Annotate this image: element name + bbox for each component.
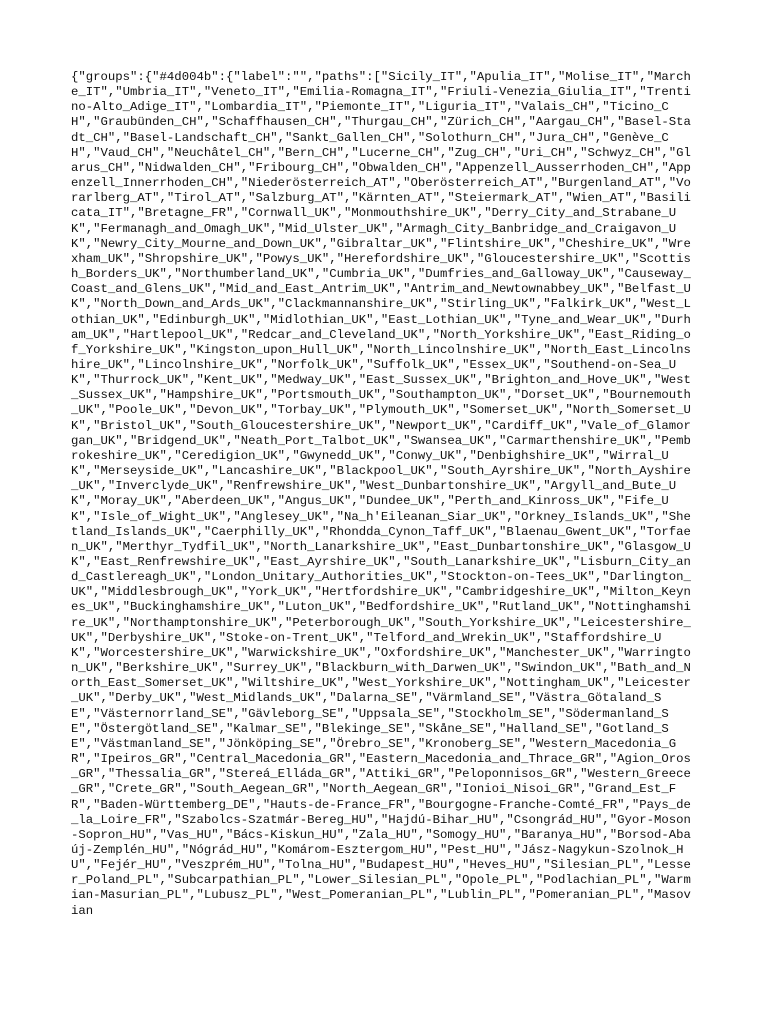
json-document-text: {"groups":{"#4d004b":{"label":"","paths":["Sicily_IT","Apulia_IT","Molise_IT","Marche_IT","Umbria_IT","Veneto_IT","Emilia-Romagna_IT","Friuli-Venezia_Giulia_IT","Trentino-Alto_Adige_IT","Lombardia_IT","Piemonte_IT","Liguria_IT","Valais_CH","Ticino_CH","Graubünden_CH","Schaffhausen_CH","Thurgau_CH","Zürich_CH","Aargau_CH","Basel-Stadt_CH","Basel-Landschaft_CH","Sankt_Gallen_CH","Solothurn_CH","Jura_CH","Genève_CH","Vaud_CH","Neuchâtel_CH","Bern_CH","Lucerne_CH","Zug_CH","Uri_CH","Schwyz_CH","Glarus_CH","Nidwalden_CH","Fribourg_CH","Obwalden_CH","Appenzell_Ausserrhoden_CH","Appenzell_Innerrhoden_CH","Niederösterreich_AT","Oberösterreich_AT","Burgenland_AT","Vorarlberg_AT","Tirol_AT","Salzburg_AT","Kärnten_AT","Steiermark_AT","Wien_AT","Basilicata_IT","Bretagne_FR","Cornwall_UK","Monmouthshire_UK","Derry_City_and_Strabane_UK","Fermanagh_and_Omagh_UK","Mid_Ulster_UK","Armagh_City_Banbridge_and_Craigavon_UK","Newry_City_Mourne_and_Down_UK","Gibraltar_UK","Flintshire_UK","Cheshire_UK","Wrexham_UK","Shropshire_UK","Powys_UK","Herefordshire_UK","Gloucestershire_UK","Scottish_Borders_UK","Northumberland_UK","Cumbria_UK","Dumfries_and_Galloway_UK","Causeway_Coast_and_Glens_UK","Mid_and_East_Antrim_UK","Antrim_and_Newtownabbey_UK","Belfast_UK","North_Down_and_Ards_UK","Clackmannanshire_UK","Stirling_UK","Falkirk_UK","West_Lothian_UK","Edinburgh_UK","Midlothian_UK","East_Lothian_UK","Tyne_and_Wear_UK","Durham_UK","Hartlepool_UK","Redcar_and_Cleveland_UK","North_Yorkshire_UK","East_Riding_of_Yorkshire_UK","Kingston_upon_Hull_UK","North_Lincolnshire_UK","North_East_Lincolnshire_UK","Lincolnshire_UK","Norfolk_UK","Suffolk_UK","Essex_UK","Southend-on-Sea_UK","Thurrock_UK","Kent_UK","Medway_UK","East_Sussex_UK","Brighton_and_Hove_UK","West_Sussex_UK","Hampshire_UK","Portsmouth_UK","Southampton_UK","Dorset_UK","Bournemouth_UK","Poole_UK","Devon_UK","Torbay_UK","Plymouth_UK","Somerset_UK","North_Somerset_UK","Bristol_UK","South_Gloucestershire_UK","Newport_UK","Cardiff_UK","Vale_of_Glamorgan_UK","Bridgend_UK","Neath_Port_Talbot_UK","Swansea_UK","Carmarthenshire_UK","Pembrokeshire_UK","Ceredigion_UK","Gwynedd_UK","Conwy_UK","Denbighshire_UK","Wirral_UK","Merseyside_UK","Lancashire_UK","Blackpool_UK","South_Ayrshire_UK","North_Ayshire_UK","Inverclyde_UK","Renfrewshire_UK","West_Dunbartonshire_UK","Argyll_and_Bute_UK","Moray_UK","Aberdeen_UK","Angus_UK","Dundee_UK","Perth_and_Kinross_UK","Fife_UK","Isle_of_Wight_UK","Anglesey_UK","Na_h'Eileanan_Siar_UK","Orkney_Islands_UK","Shetland_Islands_UK","Caerphilly_UK","Rhondda_Cynon_Taff_UK","Blaenau_Gwent_UK","Torfaen_UK","Merthyr_Tydfil_UK","North_Lanarkshire_UK","East_Dunbartonshire_UK","Glasgow_UK","East_Renfrewshire_UK","East_Ayrshire_UK","South_Lanarkshire_UK","Lisburn_City_and_Castlereagh_UK","London_Unitary_Authorities_UK","Stockton-on-Tees_UK","Darlington_UK","Middlesbrough_UK","York_UK","Hertfordshire_UK","Cambridgeshire_UK","Milton_Keynes_UK","Buckinghamshire_UK","Luton_UK","Bedfordshire_UK","Rutland_UK","Nottinghamshire_UK","Northamptonshire_UK","Peterborough_UK","South_Yorkshire_UK","Leicestershire_UK","Derbyshire_UK","Stoke-on-Trent_UK","Telford_and_Wrekin_UK","Staffordshire_UK","Worcestershire_UK","Warwickshire_UK","Oxfordshire_UK","Manchester_UK","Warrington_UK","Berkshire_UK","Surrey_UK","Blackburn_with_Darwen_UK","Swindon_UK","Bath_and_North_East_Somerset_UK","Wiltshire_UK","West_Yorkshire_UK","Nottingham_UK","Leicester_UK","Derby_UK","West_Midlands_UK","Dalarna_SE","Värmland_SE","Västra_Götaland_SE","Västernorrland_SE","Gävleborg_SE","Uppsala_SE","Stockholm_SE","Södermanland_SE","Östergötland_SE","Kalmar_SE","Blekinge_SE","Skåne_SE","Halland_SE","Gotland_SE","Västmanland_SE","Jönköping_SE","Örebro_SE","Kronoberg_SE","Western_Macedonia_GR","Ipeiros_GR","Central_Macedonia_GR","Eastern_Macedonia_and_Thrace_GR","Agion_Oros_GR","Thessalia_GR","Stereá_Elláda_GR","Attiki_GR","Peloponnisos_GR","Western_Greece_GR","Crete_GR","South_Aegean_GR","North_Aegean_GR","Ionioi_Nisoi_GR","Grand_Est_FR","Baden-Württemberg_DE","Hauts-de-France_FR","Bourgogne-Franche-Comté_FR","Pays_de_la_Loire_FR","Szabolcs-Szatmár-Bereg_HU","Hajdú-Bihar_HU","Csongrád_HU","Gyor-Moson-Sopron_HU","Vas_HU","Bács-Kiskun_HU","Zala_HU","Somogy_HU","Baranya_HU","Borsod-Abaúj-Zemplén_HU","Nógrád_HU","Komárom-Esztergom_HU","Pest_HU","Jász-Nagykun-Szolnok_HU","Fejér_HU","Veszprém_HU","Tolna_HU","Budapest_HU","Heves_HU","Silesian_PL","Lesser_Poland_PL","Subcarpathian_PL","Lower_Silesian_PL","Opole_PL","Podlachian_PL","Warmian-Masurian_PL","Lubusz_PL","West_Pomeranian_PL","Lublin_PL","Pomeranian_PL","Masovian [71, 70, 691, 918]
